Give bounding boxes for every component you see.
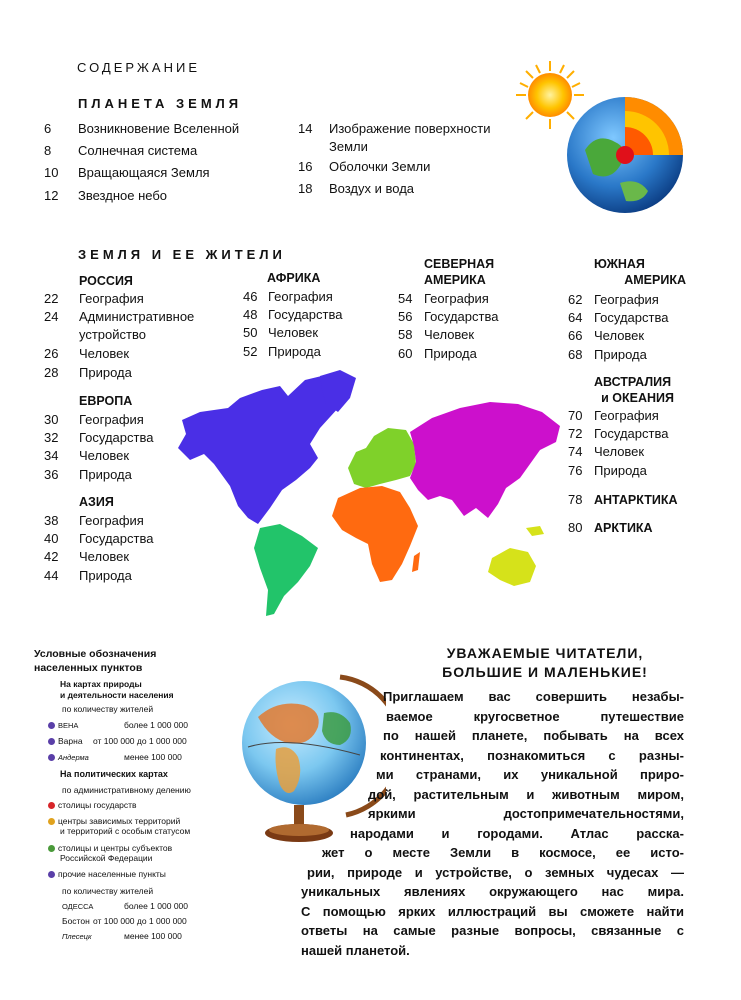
legend-row: Варна (48, 736, 83, 747)
legend-city-sample: Плесецк (62, 932, 92, 941)
continent-russia-heading: РОССИЯ (79, 274, 133, 288)
globe-icon (242, 677, 386, 842)
toc-entry-cont: Земли (329, 139, 368, 154)
legend-value: более 1 000 000 (124, 720, 188, 730)
legend-by-pop2: по количеству жителей (62, 886, 154, 896)
continent-asia-heading: АЗИЯ (79, 495, 114, 509)
subject-center-dot-icon (48, 845, 55, 852)
north-america-shape (178, 374, 346, 524)
legend-row: столицы государств (48, 800, 137, 811)
toc-entry-cont: устройство (79, 327, 146, 342)
legend-value: от 100 000 до 1 000 000 (93, 736, 187, 746)
madagascar-shape (412, 552, 420, 572)
legend-by-admin: по административному делению (62, 785, 191, 795)
legend-title: Условные обозначения населенных пунктов (34, 648, 157, 674)
city-dot-icon (48, 754, 55, 761)
section-earth-title: ЗЕМЛЯ И ЕЕ ЖИТЕЛИ (78, 247, 286, 262)
earth-cutaway-icon (567, 97, 683, 213)
oceania-islands-shape (526, 526, 544, 536)
africa-shape (332, 486, 418, 582)
legend-city-sample: Бостон (62, 916, 90, 926)
legend-row-cont: Российской Федерации (60, 853, 153, 863)
legend-row: центры зависимых территорий (48, 816, 180, 827)
legend-row: Андерма (48, 752, 89, 763)
legend-value: от 100 000 до 1 000 000 (93, 916, 187, 926)
asia-shape (410, 402, 560, 518)
sun-earth-illustration (500, 55, 720, 215)
dependency-dot-icon (48, 818, 55, 825)
section-planet-title: ПЛАНЕТА ЗЕМЛЯ (78, 96, 243, 111)
intro-heading: УВАЖАЕМЫЕ ЧИТАТЕЛИ, БОЛЬШИЕ И МАЛЕНЬКИЕ! (442, 645, 648, 680)
legend-row: прочие населенные пункты (48, 869, 166, 880)
settlement-dot-icon (48, 871, 55, 878)
continent-samerica-heading: ЮЖНАЯ АМЕРИКА (594, 257, 686, 287)
legend-political-heading: На политических картах (60, 769, 168, 779)
city-dot-icon (48, 722, 55, 729)
legend-row-cont: и территорий с особым статусом (60, 826, 191, 836)
australia-shape (488, 548, 536, 586)
south-america-shape (254, 524, 318, 616)
legend-by-pop: по количеству жителей (62, 704, 154, 714)
continent-europe-heading: ЕВРОПА (79, 394, 133, 408)
legend-value: более 1 000 000 (124, 901, 188, 911)
sun-icon (516, 61, 584, 129)
capital-dot-icon (48, 802, 55, 809)
legend-value: менее 100 000 (124, 752, 182, 762)
city-dot-icon (48, 738, 55, 745)
legend-value: менее 100 000 (124, 931, 182, 941)
contents-title: СОДЕРЖАНИЕ (77, 60, 201, 75)
world-map (170, 368, 570, 623)
continent-africa-heading: АФРИКА (267, 271, 321, 285)
continent-namerica-heading: СЕВЕРНАЯ АМЕРИКА (424, 257, 495, 287)
legend-city-sample: ОДЕССА (62, 902, 94, 911)
legend-row: столицы и центры субъектов (48, 843, 172, 854)
legend-row: ВЕНА (48, 720, 78, 731)
continent-australia-heading: АВСТРАЛИЯ и ОКЕАНИЯ (594, 375, 674, 405)
europe-shape (348, 428, 416, 488)
legend-nature-heading: На картах природы и деятельности населения (60, 679, 174, 700)
